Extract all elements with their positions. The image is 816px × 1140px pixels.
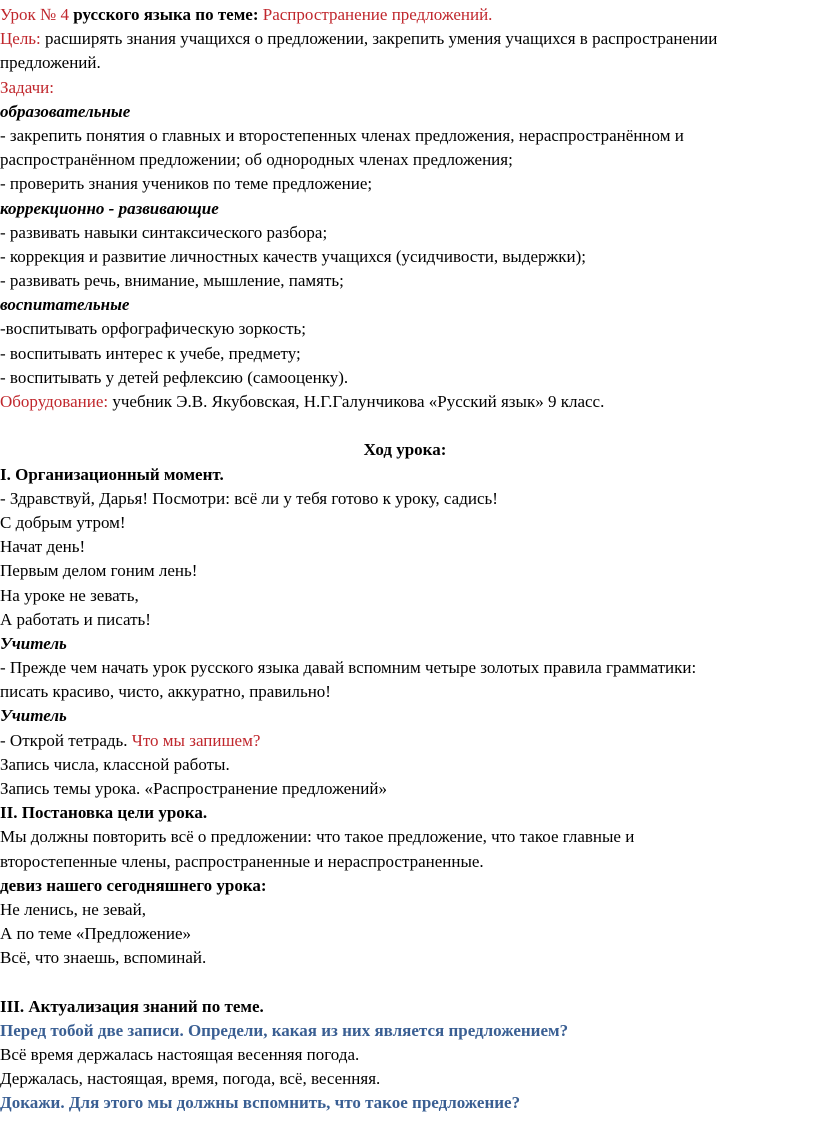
text-line: - Прежде чем начать урок русского языка давай вспомним четыре золотых правила грамматики:	[0, 658, 697, 678]
instruction-text: - Открой тетрадь.	[0, 730, 132, 750]
text-line: Мы должны повторить всё о предложении: что такое предложение, что такое главные и	[0, 827, 635, 847]
equipment-line	[0, 390, 810, 414]
task-line: - коррекция и развитие личностных качеств учащихся (усидчивости, выдержки);	[0, 246, 587, 266]
goal-label: Цель:	[0, 29, 41, 49]
upbringing-title: воспитательные	[0, 295, 130, 315]
task-line: распространённом предложении; об однородных членах предложения;	[0, 150, 513, 170]
task-line: - проверить знания учеников по теме предложение;	[0, 174, 373, 194]
lesson-number: Урок № 4	[0, 5, 70, 24]
educational-title: образовательные	[0, 101, 131, 121]
text-line: Всё время держалась настоящая весенняя погода.	[0, 1045, 360, 1065]
task-line: - развивать речь, внимание, мышление, память;	[0, 271, 344, 291]
teacher-label: Учитель	[0, 633, 67, 653]
tasks-label: Задачи:	[0, 77, 54, 97]
text-line: Запись темы урока. «Распространение предложений»	[0, 779, 387, 798]
text-line: Запись числа, классной работы.	[0, 754, 230, 774]
motto-title: девиз нашего сегодняшнего урока:	[0, 875, 267, 895]
goal-text: расширять знания учащихся о предложении, закрепить умения учащихся в распространении	[40, 29, 718, 49]
developmental-title: коррекционно - развивающие	[0, 198, 219, 218]
text-line: второстепенные члены, распространенные и нераспространенные.	[0, 851, 484, 871]
text-line	[0, 729, 810, 753]
poem-line: Всё, что знаешь, вспоминай.	[0, 948, 207, 968]
poem-line: На уроке не зевать,	[0, 585, 139, 605]
question-text: Что мы запишем?	[131, 730, 261, 750]
task-line: - воспитывать у детей рефлексию (самооценку).	[0, 367, 349, 387]
poem-line: А работать и писать!	[0, 609, 151, 629]
teacher-label: Учитель	[0, 706, 67, 726]
poem-line: Первым делом гоним лень!	[0, 561, 198, 581]
lesson-topic: Распространение предложений.	[262, 5, 493, 24]
section-2-title: II. Постановка цели урока.	[0, 803, 208, 823]
blank-line	[0, 971, 810, 995]
document-page	[0, 3, 810, 1116]
text-line: - Здравствуй, Дарья! Посмотри: всё ли у тебя готово к уроку, садись!	[0, 488, 498, 508]
lesson-subject: русского языка по теме:	[69, 5, 263, 24]
lesson-heading	[0, 3, 810, 27]
lesson-progress-title: Ход урока:	[363, 440, 447, 460]
text-line: писать красиво, чисто, аккуратно, правильно!	[0, 682, 331, 702]
task-line: - закрепить понятия о главных и второстепенных членах предложения, нераспространённом и	[0, 125, 684, 145]
goal-continuation: предложений.	[0, 53, 101, 73]
task-line: - воспитывать интерес к учебе, предмету;	[0, 343, 301, 363]
section-3-title: III. Актуализация знаний по теме.	[0, 996, 264, 1016]
task-line: - развивать навыки синтаксического разбора;	[0, 222, 328, 242]
poem-line: Не ленись, не зевай,	[0, 899, 146, 919]
text-line: Держалась, настоящая, время, погода, всё, весенняя.	[0, 1069, 381, 1089]
blank-line	[0, 414, 810, 438]
question-line: Докажи. Для этого мы должны вспомнить, что такое предложение?	[0, 1093, 521, 1113]
poem-line: С добрым утром!	[0, 512, 126, 532]
question-line: Перед тобой две записи. Определи, какая из них является предложением?	[0, 1020, 569, 1040]
poem-line: Начат день!	[0, 537, 86, 557]
task-line: -воспитывать орфографическую зоркость;	[0, 319, 306, 339]
section-1-title: I. Организационный момент.	[0, 464, 224, 484]
equipment-text: учебник Э.В. Якубовская, Н.Г.Галунчикова «Русский язык» 9 класс.	[108, 392, 605, 411]
equipment-label: Оборудование:	[0, 392, 109, 411]
poem-line: А по теме «Предложение»	[0, 924, 192, 944]
goal-line	[0, 27, 810, 51]
